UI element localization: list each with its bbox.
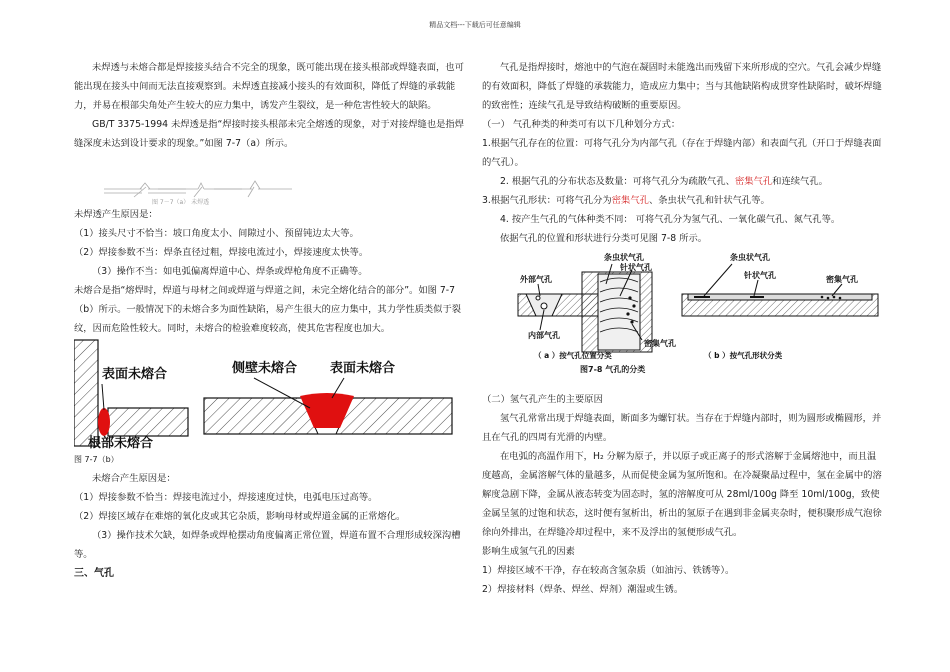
item-2-highlight: 密集气孔 — [734, 176, 773, 187]
cause-item-1: （1）接头尺寸不恰当：坡口角度太小、间隙过小、预留钝边太大等。 — [74, 228, 359, 239]
label-dense-pore-low: 密集气孔 — [644, 339, 676, 348]
fusion-cause-2: （2）焊接区域存在难熔的氧化皮或其它杂质，影响母材或焊道金属的正常熔化。 — [74, 511, 406, 522]
factor-2: 2）焊接材料（焊条、焊丝、焊剂）潮湿或生锈。 — [482, 584, 684, 595]
section-3-heading: 三、气孔 — [74, 568, 114, 579]
label-surface-fusion-right: 表面未熔合 — [330, 361, 396, 376]
label-root-fusion: 根部未熔合 — [88, 436, 154, 450]
porosity-type-item-1: 1.根据气孔存在的位置：可将气孔分为内部气孔（存在于焊缝内部）和表面气孔（开口于焊缝表面的气孔）。 — [482, 138, 882, 168]
cause-title: 未焊透产生原因是： — [74, 209, 158, 220]
fusion-cause-1: （1）焊接参数不恰当：焊接电流过小，焊接速度过快，电弧电压过高等。 — [74, 492, 378, 503]
factor-1: 1）焊接区域不干净，存在较高含氢杂质（如油污、铁锈等）。 — [482, 565, 735, 576]
lack-of-penetration-intro: 未焊透与未熔合都是焊接接头结合不完全的现象，既可能出现在接头根部或焊缝表面，也可能出现在接头中间而无法直接观察到。未焊透直接减小接头的有效面积，降低了焊缝的承载能力，并易在根部尖角处产生较大的应力集中，诱发产生裂纹，是一种危害性较大的缺陷。 — [74, 62, 464, 111]
label-worm-pore-b: 条虫状气孔 — [730, 253, 770, 262]
label-worm-pore-a: 条虫状气孔 — [604, 253, 644, 262]
figure-7-7a-caption: 图 7－7（a） 未焊透 — [152, 199, 210, 205]
item-3-highlight: 密集气孔 — [611, 195, 649, 206]
figure-7-7b-caption: 图 7-7（b） — [74, 455, 119, 464]
factors-heading: 影响生成氢气孔的因素 — [482, 546, 575, 557]
left-column — [74, 58, 466, 583]
label-sidewall-fusion: 侧壁未熔合 — [232, 361, 298, 376]
porosity-type-item-4: 4. 按产生气孔的气体种类不同： 可将气孔分为氢气孔、一氧化碳气孔、氮气孔等。 — [500, 214, 841, 225]
subsection-1-heading: （一） 气孔种类的种类可有以下几种划分方式： — [482, 119, 681, 130]
subsection-2-heading: （二）氢气孔产生的主要原因 — [482, 394, 603, 405]
item-2-text: 2. 根据气孔的分布状态及数量：可将气孔分为疏散气孔、 — [500, 176, 735, 187]
figure-7-7a-lack-of-penetration — [74, 153, 466, 205]
classification-reference: 依据气孔的位置和形状进行分类可见图 7-8 所示。 — [500, 233, 708, 244]
item-3-text: 3.根据气孔形状：可将气孔分为 — [482, 195, 612, 206]
label-needle-pore-a: 针状气孔 — [620, 263, 652, 272]
label-surface-pore: 外部气孔 — [520, 275, 552, 284]
porosity-type-item-3 — [482, 191, 884, 210]
porosity-intro: 气孔是指焊接时，熔池中的气泡在凝固时未能逸出而残留下来所形成的空穴。气孔会减少焊缝的有效面积，降低了焊缝的承载能力，造成应力集中；当与其他缺陷构成贯穿性缺陷时，破坏焊缝的致密性；连续气孔是导致结构破断的重要原因。 — [482, 62, 882, 111]
label-internal-pore: 内部气孔 — [528, 331, 560, 340]
hydrogen-pore-description: 氢气孔常常出现于焊缝表面，断面多为螺钉状。当存在于焊缝内部时，则为圆形或椭圆形，并且在气孔的四周有光滑的内壁。 — [482, 413, 882, 443]
hydrogen-pore-mechanism: 在电弧的高温作用下，H₂ 分解为原子，并以原子或正离子的形式溶解于金属熔池中，而且温度越高，金属溶解气体的量越多，从而促使金属为氢所饱和。在冷凝聚晶过程中，氢在金属中的溶解度急剧下降，金属从液态转变为固态时，氢的溶解度可从 28ml/100g 降至 10ml/100g，致使金属呈氢的过饱和状态，这时便有氢析出，析出的氢原子在遇到非金属夹杂时，便积聚形成气泡徐徐向外排出，在焊缝冷却过程中，来不及浮出的氢便形成气孔。 — [482, 451, 882, 538]
porosity-type-item-2 — [482, 172, 884, 191]
figure-7-8-porosity-classification — [482, 248, 884, 368]
label-needle-pore-b: 针状气孔 — [744, 271, 776, 280]
cause-item-2: （2）焊接参数不当：焊条直径过粗，焊接电流过小，焊接速度太快等。 — [74, 247, 369, 258]
item-3-text-end: 、条虫状气孔和针状气孔等。 — [648, 195, 770, 206]
label-surface-fusion-left: 表面未熔合 — [102, 367, 168, 382]
caption-by-position: （ a ）按气孔位置分类 — [534, 351, 612, 360]
page-header: 精品文档---下载后可任意编辑 — [429, 21, 521, 29]
item-2-text-end: 和连续气孔。 — [772, 176, 828, 187]
caption-by-shape: （ b ）按气孔形状分类 — [704, 351, 783, 360]
figure-7-8-caption: 图7-8 气孔的分类 — [580, 365, 646, 374]
right-column — [482, 58, 884, 599]
fusion-cause-title: 未熔合产生原因是： — [92, 473, 176, 484]
gb-definition-paragraph: GB/T 3375-1994 未焊透是指“焊接时接头根部未完全熔透的现象，对于对接焊缝也是指焊缝深度未达到设计要求的现象。”如图 7-7（a）所示。 — [74, 119, 464, 149]
label-dense-pore-b: 密集气孔 — [826, 275, 858, 284]
lack-of-fusion-definition: 未熔合是指“熔焊时，焊道与母材之间或焊道与焊道之间，未完全熔化结合的部分”。如图 7-7（b）所示。一般情况下的未熔合多为面性缺陷，易产生很大的应力集中，其力学性质类似于裂纹，因而危险性较大。同时，未熔合的检验难度较高，使其危害程度也加大。 — [74, 285, 462, 334]
fusion-cause-3: （3）操作技术欠缺，如焊条或焊枪摆动角度偏离正常位置，焊道布置不合理形成较深沟槽等。 — [74, 530, 461, 560]
figure-7-7b-lack-of-fusion — [74, 338, 466, 450]
cause-item-3: （3）操作不当：如电弧偏离焊道中心、焊条或焊枪角度不正确等。 — [92, 266, 368, 277]
